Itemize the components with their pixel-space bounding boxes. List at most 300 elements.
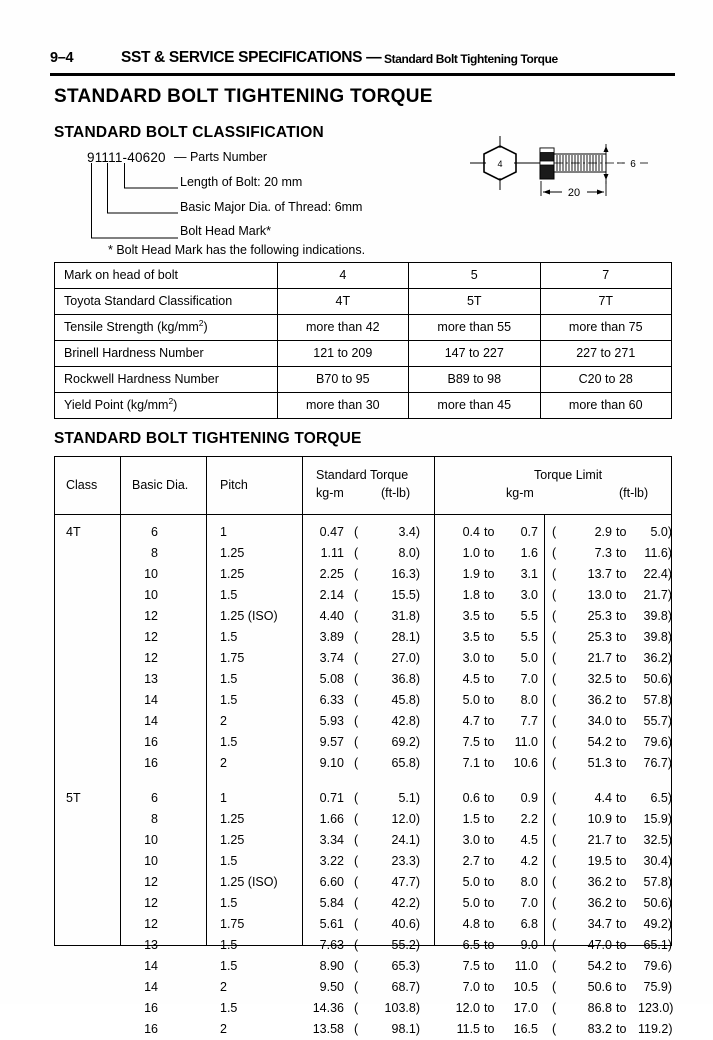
cell-standard-paren-open: ( — [354, 980, 359, 994]
cell-standard-paren-open: ( — [354, 812, 359, 826]
cell-limit-ftlb-high: 11.6) — [644, 546, 672, 560]
classification-cell: 7 — [540, 263, 672, 289]
cell-pitch: 1.5 — [220, 735, 238, 749]
cell-limit-ftlb-low: 21.7 — [587, 833, 612, 847]
page-title: STANDARD BOLT TIGHTENING TORQUE — [54, 86, 433, 107]
cell-limit-paren-open: ( — [552, 980, 557, 994]
cell-standard-kgm: 2.25 — [319, 567, 344, 581]
cell-basic-dia: 14 — [144, 693, 158, 707]
cell-limit-kgm-low: 4.5 — [462, 672, 480, 686]
classification-cell: C20 to 28 — [540, 367, 672, 393]
cell-limit-ftlb-low: 50.6 — [587, 980, 612, 994]
classification-cell: more than 45 — [409, 393, 540, 419]
cell-pitch: 1 — [220, 791, 227, 805]
cell-limit-ftlb-low: 19.5 — [587, 854, 612, 868]
cell-limit-ftlb-high: 32.5) — [643, 833, 672, 847]
cell-limit-ftlb-low: 13.0 — [587, 588, 612, 602]
cell-pitch: 1.25 — [220, 567, 245, 581]
cell-basic-dia: 14 — [144, 714, 158, 728]
classification-table-body — [55, 263, 672, 419]
cell-limit-paren-open: ( — [552, 938, 557, 952]
cell-limit-kgm-to: to — [484, 630, 495, 644]
cell-limit-kgm-low: 3.0 — [462, 651, 480, 665]
cell-limit-kgm-low: 4.8 — [462, 917, 480, 931]
cell-standard-kgm: 13.58 — [312, 1022, 344, 1036]
cell-standard-kgm: 0.71 — [319, 791, 344, 805]
classification-cell: more than 30 — [277, 393, 408, 419]
cell-limit-ftlb-to: to — [616, 833, 627, 847]
chapter-title: SST & SERVICE SPECIFICATIONS — — [121, 49, 382, 66]
cell-pitch: 1.5 — [220, 1001, 238, 1015]
cell-limit-kgm-to: to — [484, 791, 495, 805]
cell-limit-ftlb-high: 39.8) — [643, 609, 672, 623]
cell-limit-ftlb-high: 123.0) — [638, 1001, 674, 1015]
cell-limit-kgm-to: to — [484, 756, 495, 770]
cell-standard-paren-open: ( — [354, 693, 359, 707]
cell-limit-kgm-to: to — [484, 812, 495, 826]
cell-limit-ftlb-to: to — [616, 756, 627, 770]
cell-standard-ftlb: 23.3) — [391, 854, 420, 868]
cell-standard-ftlb: 31.8) — [391, 609, 420, 623]
cell-limit-kgm-to: to — [484, 525, 495, 539]
cell-limit-paren-open: ( — [552, 525, 557, 539]
cell-limit-ftlb-to: to — [616, 714, 627, 728]
cell-limit-ftlb-high: 119.2) — [638, 1022, 673, 1036]
cell-limit-paren-open: ( — [552, 630, 557, 644]
cell-standard-ftlb: 16.3) — [391, 567, 420, 581]
cell-basic-dia: 12 — [144, 630, 158, 644]
classification-cell: more than 75 — [540, 315, 672, 341]
cell-standard-ftlb: 65.3) — [391, 959, 420, 973]
cell-limit-ftlb-to: to — [616, 791, 627, 805]
cell-standard-ftlb: 12.0) — [391, 812, 420, 826]
header-standard-ftlb: (ft-lb) — [381, 486, 411, 500]
cell-basic-dia: 10 — [144, 567, 158, 581]
cell-basic-dia: 10 — [144, 833, 158, 847]
cell-limit-ftlb-to: to — [616, 609, 627, 623]
cell-limit-ftlb-high: 22.4) — [643, 567, 672, 581]
cell-class: 4T — [66, 525, 81, 539]
cell-basic-dia: 10 — [144, 588, 158, 602]
cell-limit-kgm-to: to — [484, 896, 495, 910]
cell-standard-kgm: 2.14 — [319, 588, 344, 602]
bolt-illustration — [462, 126, 662, 208]
cell-limit-ftlb-low: 54.2 — [587, 959, 612, 973]
cell-standard-ftlb: 45.8) — [391, 693, 420, 707]
cell-limit-paren-open: ( — [552, 896, 557, 910]
cell-limit-paren-open: ( — [552, 854, 557, 868]
cell-limit-ftlb-high: 57.8) — [643, 875, 672, 889]
cell-limit-ftlb-low: 13.7 — [587, 567, 612, 581]
cell-basic-dia: 16 — [144, 1001, 158, 1015]
cell-pitch: 1.5 — [220, 630, 238, 644]
cell-limit-ftlb-to: to — [616, 1022, 627, 1036]
cell-pitch: 1.5 — [220, 588, 238, 602]
cell-pitch: 2 — [220, 980, 227, 994]
table-row — [54, 543, 672, 564]
cell-limit-ftlb-high: 79.6) — [643, 959, 672, 973]
table-row — [54, 585, 672, 606]
cell-limit-kgm-to: to — [484, 567, 495, 581]
header-standard-torque: Standard Torque — [316, 468, 409, 482]
cell-limit-kgm-to: to — [484, 1001, 495, 1015]
cell-limit-kgm-to: to — [484, 854, 495, 868]
cell-standard-ftlb: 5.1) — [398, 791, 420, 805]
cell-basic-dia: 6 — [151, 525, 158, 539]
header-pitch: Pitch — [220, 478, 248, 492]
cell-standard-paren-open: ( — [354, 875, 359, 889]
cell-basic-dia: 12 — [144, 896, 158, 910]
cell-standard-ftlb: 40.6) — [391, 917, 420, 931]
cell-limit-kgm-low: 7.1 — [462, 756, 480, 770]
cell-limit-kgm-high: 6.8 — [520, 917, 538, 931]
classification-table — [54, 262, 672, 419]
cell-limit-kgm-low: 6.5 — [462, 938, 480, 952]
cell-limit-kgm-high: 7.0 — [520, 672, 538, 686]
cell-limit-kgm-low: 3.5 — [462, 630, 480, 644]
cell-standard-kgm: 3.74 — [319, 651, 344, 665]
cell-limit-paren-open: ( — [552, 791, 557, 805]
classification-cell: 4 — [277, 263, 408, 289]
cell-standard-kgm: 5.93 — [319, 714, 344, 728]
cell-standard-ftlb: 28.1) — [391, 630, 420, 644]
cell-limit-kgm-high: 11.0 — [514, 735, 538, 749]
cell-standard-kgm: 6.33 — [319, 693, 344, 707]
table-row — [54, 606, 672, 627]
cell-pitch: 1.25 — [220, 812, 245, 826]
cell-standard-kgm: 4.40 — [319, 609, 344, 623]
cell-pitch: 1.25 (ISO) — [220, 875, 278, 889]
header-class: Class — [66, 478, 98, 492]
cell-standard-paren-open: ( — [354, 896, 359, 910]
cell-limit-kgm-to: to — [484, 693, 495, 707]
cell-limit-paren-open: ( — [552, 609, 557, 623]
cell-limit-kgm-to: to — [484, 959, 495, 973]
cell-limit-paren-open: ( — [552, 693, 557, 707]
cell-limit-ftlb-high: 6.5) — [650, 791, 672, 805]
cell-limit-kgm-low: 2.7 — [462, 854, 480, 868]
cell-standard-kgm: 7.63 — [319, 938, 344, 952]
cell-limit-kgm-high: 11.0 — [514, 959, 538, 973]
cell-limit-kgm-high: 5.0 — [520, 651, 538, 665]
classification-row-label: Toyota Standard Classification — [55, 289, 278, 315]
cell-pitch: 1.25 — [220, 546, 245, 560]
table-row — [54, 935, 672, 956]
cell-limit-ftlb-low: 34.0 — [587, 714, 612, 728]
cell-limit-ftlb-low: 36.2 — [587, 693, 612, 707]
table-row — [54, 998, 672, 1019]
cell-limit-ftlb-high: 39.8) — [643, 630, 672, 644]
table-row — [54, 809, 672, 830]
cell-limit-ftlb-to: to — [616, 854, 627, 868]
cell-standard-kgm: 9.57 — [319, 735, 344, 749]
cell-basic-dia: 16 — [144, 1022, 158, 1036]
cell-limit-kgm-low: 7.0 — [462, 980, 480, 994]
cell-standard-ftlb: 68.7) — [391, 980, 420, 994]
cell-limit-kgm-high: 10.6 — [513, 756, 538, 770]
table-row — [54, 753, 672, 774]
cell-limit-ftlb-low: 25.3 — [587, 609, 612, 623]
table-row — [54, 669, 672, 690]
cell-limit-paren-open: ( — [552, 714, 557, 728]
cell-limit-ftlb-to: to — [616, 896, 627, 910]
cell-basic-dia: 12 — [144, 609, 158, 623]
cell-limit-paren-open: ( — [552, 875, 557, 889]
table-row — [54, 648, 672, 669]
classification-cell: B89 to 98 — [409, 367, 540, 393]
cell-standard-ftlb: 3.4) — [398, 525, 420, 539]
cell-standard-paren-open: ( — [354, 588, 359, 602]
cell-standard-paren-open: ( — [354, 791, 359, 805]
cell-limit-ftlb-low: 36.2 — [587, 896, 612, 910]
cell-standard-ftlb: 65.8) — [391, 756, 420, 770]
cell-limit-ftlb-high: 5.0) — [650, 525, 672, 539]
torque-table — [54, 456, 674, 1036]
cell-limit-kgm-low: 7.5 — [462, 959, 480, 973]
callout-bolt-head-mark: Bolt Head Mark* — [180, 224, 272, 238]
cell-limit-ftlb-to: to — [616, 588, 627, 602]
bolt-head-mark-value: 4 — [497, 159, 503, 169]
classification-cell: 5T — [409, 289, 540, 315]
cell-limit-kgm-high: 17.0 — [513, 1001, 538, 1015]
cell-limit-kgm-high: 10.5 — [513, 980, 538, 994]
cell-pitch: 1.5 — [220, 693, 238, 707]
table-row — [55, 341, 672, 367]
cell-limit-kgm-high: 4.5 — [520, 833, 538, 847]
cell-limit-ftlb-to: to — [616, 525, 627, 539]
classification-row-label: Tensile Strength $(kg/mm^2)$ — [55, 315, 278, 341]
cell-standard-kgm: 9.10 — [319, 756, 344, 770]
cell-basic-dia: 13 — [144, 938, 158, 952]
cell-pitch: 1.5 — [220, 672, 238, 686]
cell-pitch: 1.5 — [220, 938, 238, 952]
cell-limit-kgm-low: 12.0 — [455, 1001, 480, 1015]
cell-limit-ftlb-high: 76.7) — [643, 756, 672, 770]
cell-limit-kgm-high: 3.0 — [520, 588, 538, 602]
cell-limit-kgm-high: 0.7 — [520, 525, 538, 539]
cell-limit-ftlb-high: 75.9) — [643, 980, 672, 994]
cell-basic-dia: 8 — [151, 812, 158, 826]
cell-limit-kgm-to: to — [484, 917, 495, 931]
table-row — [54, 627, 672, 648]
cell-limit-kgm-high: 5.5 — [520, 630, 538, 644]
cell-standard-paren-open: ( — [354, 735, 359, 749]
cell-limit-kgm-low: 5.0 — [462, 896, 480, 910]
cell-basic-dia: 16 — [144, 756, 158, 770]
cell-limit-kgm-low: 1.0 — [462, 546, 480, 560]
cell-limit-kgm-low: 11.5 — [456, 1022, 480, 1036]
header-bottom-rule — [54, 514, 672, 515]
table-row — [54, 830, 672, 851]
cell-standard-paren-open: ( — [354, 756, 359, 770]
cell-limit-ftlb-to: to — [616, 693, 627, 707]
cell-limit-ftlb-to: to — [616, 875, 627, 889]
cell-limit-paren-open: ( — [552, 756, 557, 770]
cell-basic-dia: 14 — [144, 980, 158, 994]
cell-basic-dia: 12 — [144, 917, 158, 931]
cell-limit-kgm-high: 4.2 — [520, 854, 538, 868]
cell-limit-ftlb-high: 49.2) — [643, 917, 672, 931]
cell-standard-ftlb: 103.8) — [384, 1001, 420, 1015]
cell-basic-dia: 12 — [144, 651, 158, 665]
cell-basic-dia: 12 — [144, 875, 158, 889]
cell-pitch: 1.75 — [220, 917, 245, 931]
cell-limit-paren-open: ( — [552, 1022, 557, 1036]
cell-standard-paren-open: ( — [354, 525, 359, 539]
cell-limit-kgm-to: to — [484, 980, 495, 994]
cell-limit-ftlb-low: 32.5 — [587, 672, 612, 686]
table-row — [54, 977, 672, 998]
cell-limit-ftlb-to: to — [616, 651, 627, 665]
table-row — [54, 914, 672, 935]
cell-pitch: 1.5 — [220, 959, 238, 973]
cell-limit-ftlb-to: to — [616, 1001, 627, 1015]
cell-limit-ftlb-to: to — [616, 917, 627, 931]
cell-standard-ftlb: 55.2) — [391, 938, 420, 952]
table-row — [54, 1019, 672, 1040]
cell-basic-dia: 10 — [144, 854, 158, 868]
bolt-length-label: 20 — [567, 187, 581, 199]
classification-row-label: Rockwell Hardness Number — [55, 367, 278, 393]
cell-limit-kgm-low: 1.8 — [462, 588, 480, 602]
table-row — [55, 289, 672, 315]
table-row — [55, 367, 672, 393]
cell-limit-kgm-high: 9.0 — [520, 938, 538, 952]
cell-standard-paren-open: ( — [354, 714, 359, 728]
cell-standard-paren-open: ( — [354, 546, 359, 560]
cell-limit-ftlb-low: 2.9 — [594, 525, 612, 539]
table-row — [54, 872, 672, 893]
running-header — [50, 48, 675, 74]
cell-limit-kgm-to: to — [484, 714, 495, 728]
cell-limit-kgm-high: 1.6 — [520, 546, 538, 560]
cell-standard-kgm: 0.47 — [319, 525, 344, 539]
cell-limit-kgm-low: 0.4 — [462, 525, 480, 539]
cell-limit-paren-open: ( — [552, 833, 557, 847]
cell-pitch: 1.75 — [220, 651, 245, 665]
cell-standard-ftlb: 47.7) — [391, 875, 420, 889]
cell-pitch: 1.5 — [220, 896, 238, 910]
cell-limit-paren-open: ( — [552, 959, 557, 973]
cell-limit-paren-open: ( — [552, 651, 557, 665]
cell-standard-paren-open: ( — [354, 1022, 359, 1036]
header-basic-dia: Basic Dia. — [132, 478, 189, 492]
cell-standard-ftlb: 98.1) — [391, 1022, 420, 1036]
cell-basic-dia: 16 — [144, 735, 158, 749]
table-row — [54, 851, 672, 872]
cell-limit-ftlb-to: to — [616, 959, 627, 973]
cell-standard-paren-open: ( — [354, 1001, 359, 1015]
cell-standard-kgm: 5.08 — [319, 672, 344, 686]
cell-limit-ftlb-low: 36.2 — [587, 875, 612, 889]
table-row — [54, 711, 672, 732]
heading-standard-bolt-tightening-torque: STANDARD BOLT TIGHTENING TORQUE — [54, 430, 362, 447]
cell-limit-kgm-high: 7.0 — [520, 896, 538, 910]
cell-limit-ftlb-high: 50.6) — [643, 672, 672, 686]
cell-limit-ftlb-low: 10.9 — [587, 812, 612, 826]
cell-limit-paren-open: ( — [552, 735, 557, 749]
table-row — [54, 690, 672, 711]
classification-row-label: Mark on head of bolt — [55, 263, 278, 289]
cell-standard-kgm: 3.89 — [319, 630, 344, 644]
cell-limit-kgm-to: to — [484, 588, 495, 602]
table-row — [55, 393, 672, 419]
classification-cell: 227 to 271 — [540, 341, 672, 367]
cell-standard-paren-open: ( — [354, 938, 359, 952]
cell-limit-paren-open: ( — [552, 672, 557, 686]
cell-limit-kgm-high: 7.7 — [520, 714, 538, 728]
cell-limit-paren-open: ( — [552, 812, 557, 826]
cell-limit-kgm-low: 5.0 — [462, 875, 480, 889]
classification-row-label: Yield Point $(kg/mm^2)$ — [55, 393, 278, 419]
cell-limit-paren-open: ( — [552, 546, 557, 560]
cell-limit-kgm-high: 16.5 — [513, 1022, 538, 1036]
cell-basic-dia: 6 — [151, 791, 158, 805]
cell-standard-kgm: 3.22 — [319, 854, 344, 868]
cell-limit-kgm-to: to — [484, 938, 495, 952]
cell-standard-kgm: 5.84 — [319, 896, 344, 910]
table-row — [54, 522, 672, 543]
cell-standard-kgm: 1.11 — [320, 546, 344, 560]
classification-cell: more than 42 — [277, 315, 408, 341]
cell-standard-paren-open: ( — [354, 854, 359, 868]
callout-parts-number: — Parts Number — [174, 150, 268, 164]
table-row — [55, 263, 672, 289]
classification-row-label: Brinell Hardness Number — [55, 341, 278, 367]
cell-limit-ftlb-low: 47.0 — [587, 938, 612, 952]
cell-basic-dia: 13 — [144, 672, 158, 686]
cell-limit-ftlb-high: 36.2) — [643, 651, 672, 665]
cell-limit-ftlb-low: 54.2 — [587, 735, 612, 749]
cell-limit-ftlb-high: 57.8) — [643, 693, 672, 707]
cell-limit-ftlb-low: 51.3 — [587, 756, 612, 770]
header-rule — [50, 73, 675, 76]
table-row — [55, 315, 672, 341]
callout-basic-major-dia: Basic Major Dia. of Thread: 6mm — [180, 200, 363, 214]
classification-cell: 121 to 209 — [277, 341, 408, 367]
cell-limit-kgm-low: 7.5 — [462, 735, 480, 749]
cell-limit-ftlb-high: 30.4) — [643, 854, 672, 868]
classification-cell: 147 to 227 — [409, 341, 540, 367]
cell-limit-ftlb-high: 79.6) — [643, 735, 672, 749]
cell-standard-ftlb: 15.5) — [391, 588, 420, 602]
cell-limit-ftlb-high: 15.9) — [643, 812, 672, 826]
cell-standard-paren-open: ( — [354, 567, 359, 581]
cell-standard-ftlb: 69.2) — [391, 735, 420, 749]
bolt-head-mark-footnote: * Bolt Head Mark has the following indications. — [108, 243, 366, 257]
table-row — [54, 788, 672, 809]
classification-cell: B70 to 95 — [277, 367, 408, 393]
cell-limit-ftlb-to: to — [616, 812, 627, 826]
cell-limit-ftlb-low: 83.2 — [587, 1022, 612, 1036]
cell-pitch: 2 — [220, 1022, 227, 1036]
cell-limit-paren-open: ( — [552, 917, 557, 931]
cell-pitch: 1.5 — [220, 854, 238, 868]
part-number-value: 91111-40620 — [87, 150, 166, 165]
cell-limit-kgm-to: to — [484, 875, 495, 889]
cell-standard-paren-open: ( — [354, 917, 359, 931]
cell-standard-ftlb: 27.0) — [391, 651, 420, 665]
callout-length-of-bolt: Length of Bolt: 20 mm — [180, 175, 303, 189]
cell-limit-ftlb-low: 21.7 — [587, 651, 612, 665]
cell-limit-ftlb-low: 7.3 — [594, 546, 612, 560]
cell-limit-kgm-to: to — [484, 546, 495, 560]
cell-pitch: 2 — [220, 756, 227, 770]
cell-limit-kgm-low: 0.6 — [462, 791, 480, 805]
cell-limit-ftlb-to: to — [616, 980, 627, 994]
cell-standard-paren-open: ( — [354, 630, 359, 644]
cell-limit-kgm-low: 1.9 — [462, 567, 480, 581]
